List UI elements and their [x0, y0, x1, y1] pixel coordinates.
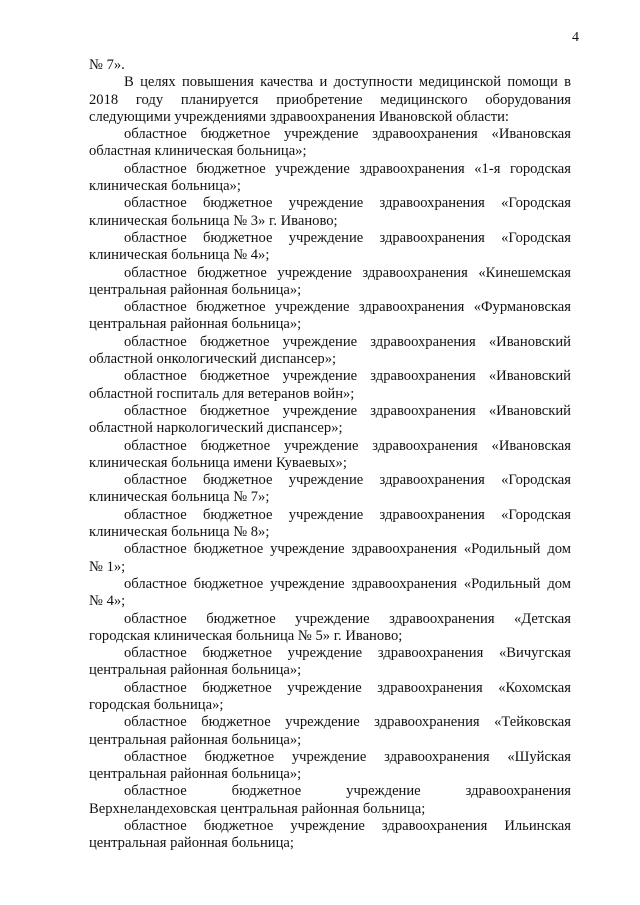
list-item: областное бюджетное учреждение здравоохранения «Кинешемская центральная районная больница»; — [89, 264, 571, 298]
list-item: областное бюджетное учреждение здравоохранения «Тейковская центральная районная больница»; — [89, 714, 571, 748]
list-item: областное бюджетное учреждение здравоохранения «Городская клиническая больница № 7»; — [89, 472, 571, 506]
list-item: областное бюджетное учреждение здравоохранения «Городская клиническая больница № 3» г. Иваново; — [89, 195, 571, 229]
list-item: областное бюджетное учреждение здравоохранения «Вичугская центральная районная больница»; — [89, 645, 571, 679]
document-body — [89, 57, 571, 853]
list-item: областное бюджетное учреждение здравоохранения «Шуйская центральная районная больница»; — [89, 748, 571, 783]
list-item: областное бюджетное учреждение здравоохранения «1-я городская клиническая больница»; — [89, 160, 571, 195]
list-item: областное бюджетное учреждение здравоохранения «Ивановская клиническая больница имени Куваевых»; — [89, 437, 571, 471]
list-item: областное бюджетное учреждение здравоохранения Ильинская центральная районная больница; — [89, 818, 571, 852]
list-item: областное бюджетное учреждение здравоохранения «Фурмановская центральная районная больница»; — [89, 299, 571, 333]
list-item: областное бюджетное учреждение здравоохранения «Городская клиническая больница № 4»; — [89, 229, 571, 264]
list-item: областное бюджетное учреждение здравоохранения «Ивановский областной госпиталь для ветеранов войн»; — [89, 368, 571, 402]
list-item: областное бюджетное учреждение здравоохранения «Родильный дом № 4»; — [89, 575, 571, 610]
list-item: областное бюджетное учреждение здравоохранения «Ивановский областной наркологический диспансер»; — [89, 402, 571, 437]
list-item: областное бюджетное учреждение здравоохранения «Ивановский областной онкологический диспансер»; — [89, 333, 571, 368]
continuation-text: № 7». — [89, 57, 125, 73]
list-item: областное бюджетное учреждение здравоохранения «Детская городская клиническая больница № 5» г. Иваново; — [89, 610, 571, 644]
list-item: областное бюджетное учреждение здравоохранения «Городская клиническая больница № 8»; — [89, 506, 571, 541]
list-item: областное бюджетное учреждение здравоохранения Верхнеландеховская центральная районная больница; — [89, 783, 571, 817]
list-item: областное бюджетное учреждение здравоохранения «Ивановская областная клиническая больница»; — [89, 126, 571, 160]
intro-paragraph: В целях повышения качества и доступности медицинской помощи в 2018 году планируется приобретение медицинского оборудования следующими учреждениями здравоохранения Ивановской области: — [89, 74, 571, 125]
list-item: областное бюджетное учреждение здравоохранения «Родильный дом № 1»; — [89, 541, 571, 575]
list-item: областное бюджетное учреждение здравоохранения «Кохомская городская больница»; — [89, 679, 571, 713]
page-number: 4 — [572, 30, 579, 45]
